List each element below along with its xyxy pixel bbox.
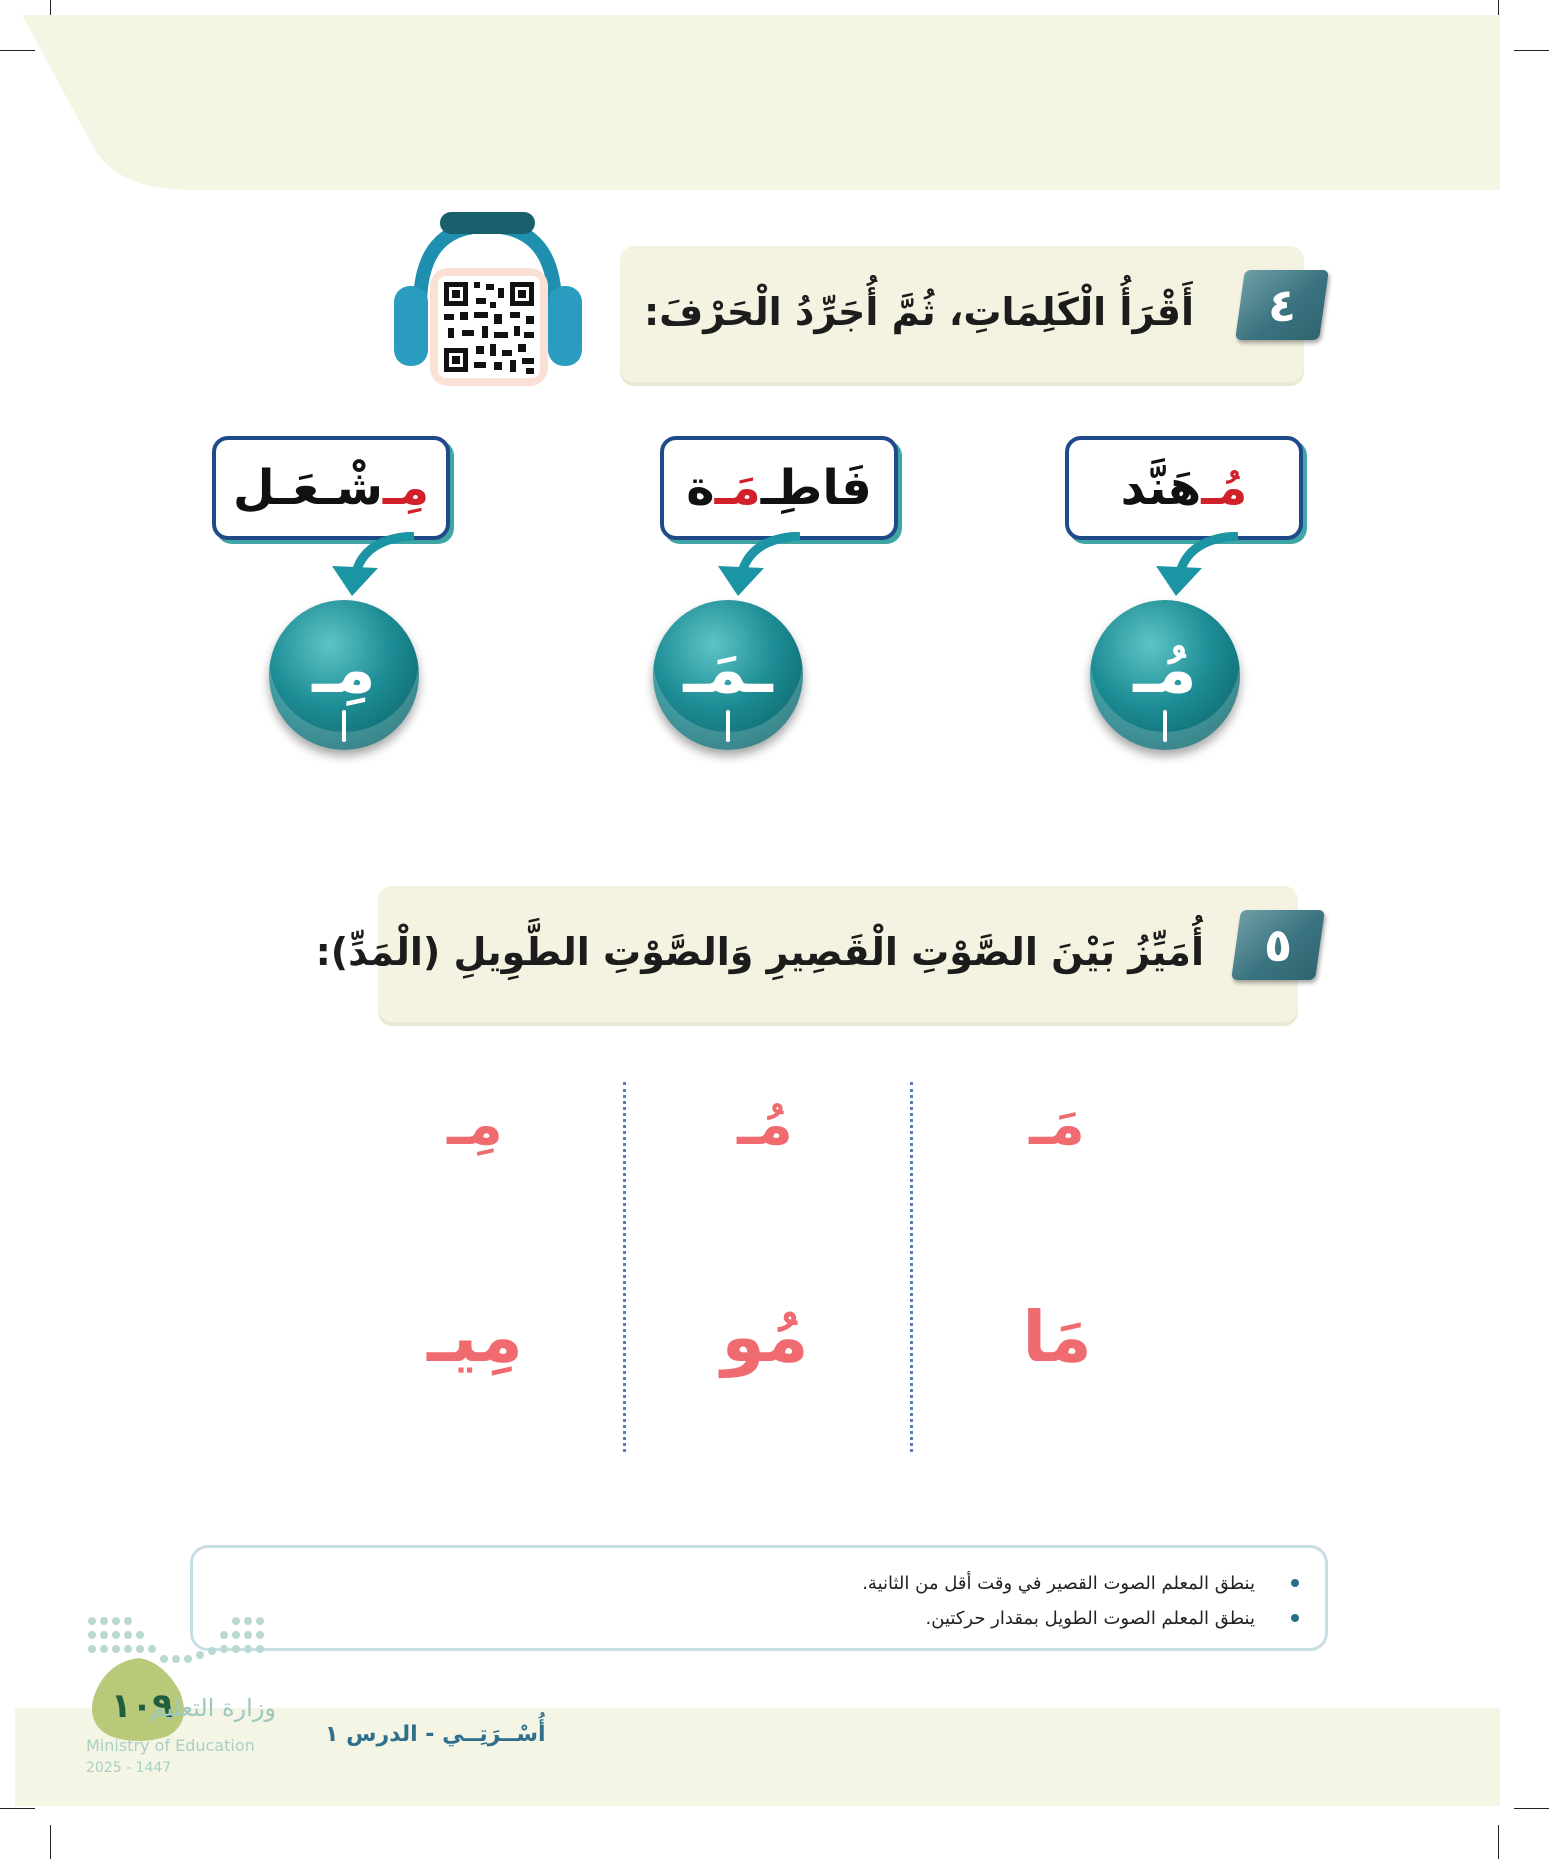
word-card-fatima	[660, 436, 898, 540]
teacher-notes-box	[190, 1545, 1328, 1651]
exercise-5-number-badge	[1231, 910, 1325, 980]
extracted-letter-circle	[1090, 600, 1240, 750]
crop-mark	[1514, 1808, 1549, 1809]
teacher-note	[862, 1566, 1255, 1601]
column-divider	[910, 1082, 913, 1452]
long-vowel-alif: مَا	[1022, 1296, 1092, 1378]
crop-mark	[50, 1825, 51, 1859]
long-vowel-ya: مِيـ	[427, 1296, 523, 1378]
word-part: هَنَّد	[1120, 460, 1202, 516]
footer-band	[15, 1708, 1500, 1806]
extracted-letter: مُـ	[1133, 630, 1197, 708]
extracted-letter: ـمَـ	[683, 630, 773, 708]
word-part: فَاطِـ	[760, 460, 872, 516]
extracted-letter-circle	[269, 600, 419, 750]
bullet-icon	[1291, 1579, 1299, 1587]
exercise-4-instruction: أَقْرَأُ الْكَلِمَاتِ، ثُمَّ أُجَرِّدُ الْحَرْفَ:	[643, 290, 1194, 334]
word-part: شْـعَـل	[232, 460, 383, 516]
extracted-letter: مِـ	[312, 630, 376, 708]
circle-stem	[342, 710, 346, 742]
word-part: ة	[686, 460, 715, 516]
word-highlight-letter: مَـ	[714, 460, 761, 516]
word-highlight-letter: مِـ	[382, 460, 430, 516]
word-card-muhannad	[1065, 436, 1303, 540]
circle-stem	[1163, 710, 1167, 742]
exercise-4-number: ٤	[1267, 278, 1297, 332]
short-vowel-damma: مُـ	[737, 1090, 793, 1158]
teacher-note	[862, 1601, 1255, 1636]
extracted-letter-circle	[653, 600, 803, 750]
word-highlight-letter: مُـ	[1201, 460, 1248, 516]
lesson-label: أُسْــرَتِــي - الدرس ١	[325, 1722, 546, 1747]
exercise-5-instruction: أُمَيِّزُ بَيْنَ الصَّوْتِ الْقَصِيرِ وَالصَّوْتِ الطَّوِيلِ (الْمَدِّ):	[315, 930, 1204, 974]
crop-mark	[0, 1808, 35, 1809]
word-card-mishal	[212, 436, 450, 540]
bullet-icon	[1291, 1614, 1299, 1622]
curved-arrow-icon	[326, 532, 416, 598]
short-vowel-fatha: مَـ	[1029, 1090, 1085, 1158]
crop-mark	[1498, 1825, 1499, 1859]
circle-stem	[726, 710, 730, 742]
top-decorative-band	[0, 0, 1549, 200]
exercise-5-number: ٥	[1263, 918, 1293, 972]
long-vowel-waw: مُو	[721, 1296, 809, 1378]
column-divider	[623, 1082, 626, 1452]
curved-arrow-icon	[712, 532, 802, 598]
short-vowel-kasra: مِـ	[447, 1090, 503, 1158]
ministry-name-en: Ministry of Education	[86, 1736, 255, 1755]
ministry-name-ar: وزارة التعليم	[150, 1694, 276, 1722]
teacher-note-text: ينطق المعلم الصوت القصير في وقت أقل من الثانية.	[862, 1573, 1255, 1594]
page-number: ١٠٩	[110, 1686, 174, 1726]
headphones-qr-icon[interactable]	[390, 206, 585, 391]
curved-arrow-icon	[1150, 532, 1240, 598]
exercise-4-number-badge	[1235, 270, 1329, 340]
teacher-note-text: ينطق المعلم الصوت الطويل بمقدار حركتين.	[925, 1608, 1255, 1629]
ministry-year: 2025 - 1447	[86, 1760, 172, 1776]
